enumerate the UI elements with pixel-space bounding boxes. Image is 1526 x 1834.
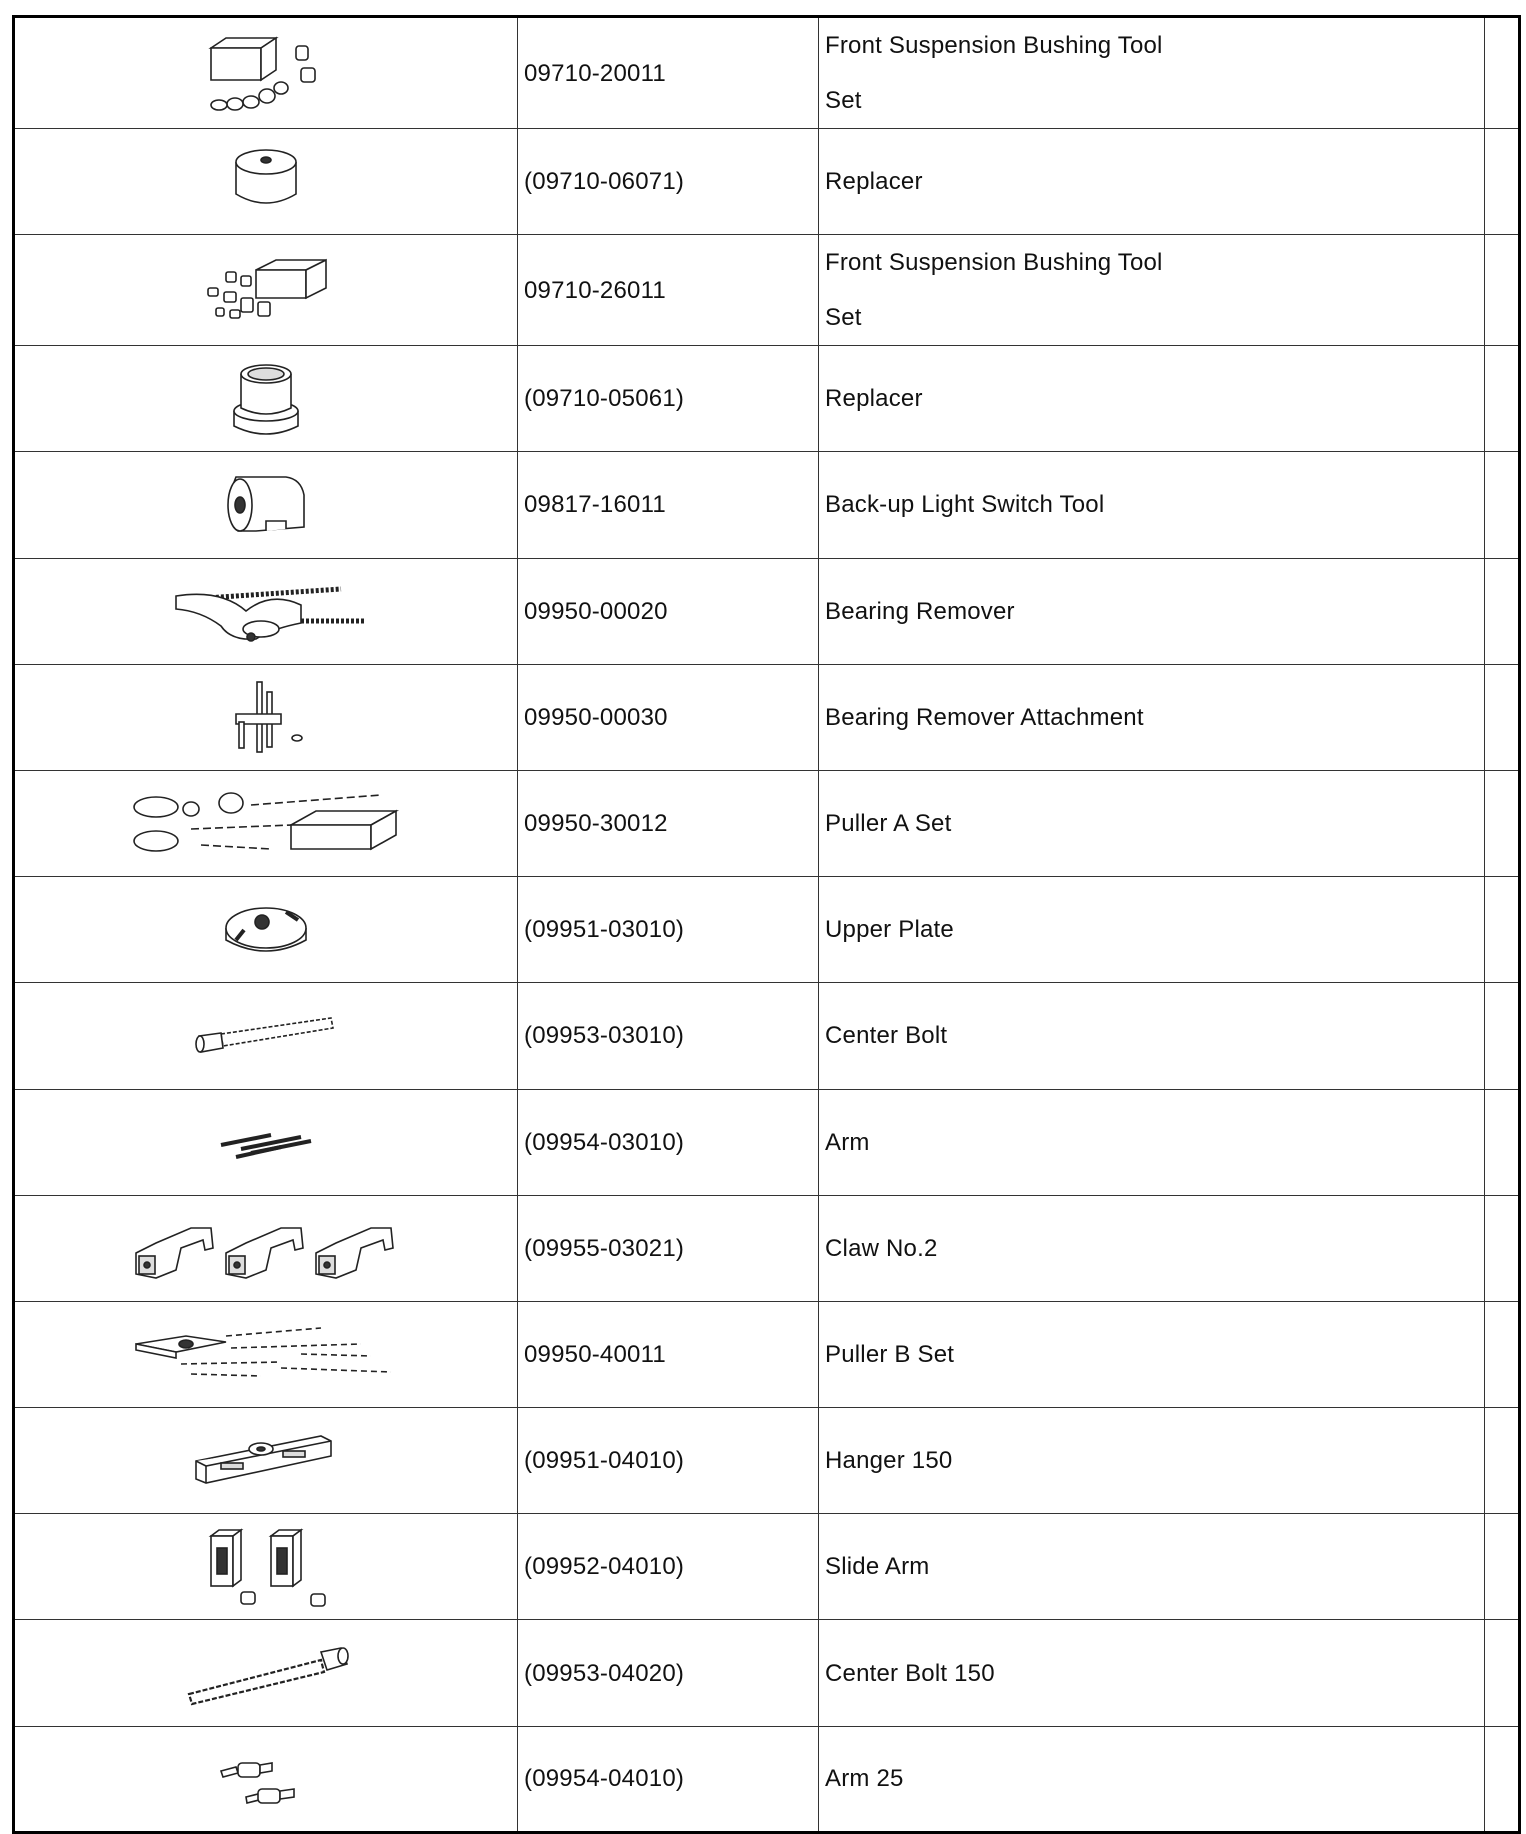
tool-name-cont: Set [825, 87, 862, 114]
tool-name: Arm 25 [825, 1765, 904, 1793]
table-row [14, 129, 1520, 235]
hanger-icon [191, 1421, 341, 1501]
table-row [14, 1408, 1520, 1514]
center-bolt-icon [181, 1638, 351, 1708]
bearing-remover-icon [161, 571, 371, 651]
tool-illustration [14, 664, 518, 770]
puller-set-icon [131, 1314, 401, 1394]
tool-illustration [14, 1726, 518, 1832]
part-number: (09951-04010) [524, 1447, 685, 1475]
tool-illustration [14, 129, 518, 235]
table-row [14, 877, 1520, 983]
table-row [14, 1089, 1520, 1195]
tool-name: Slide Arm [825, 1553, 930, 1581]
tool-name: Upper Plate [825, 916, 954, 944]
tool-name: Bearing Remover Attachment [825, 703, 1144, 731]
table-row [14, 983, 1520, 1089]
tool-name: Center Bolt [825, 1022, 948, 1050]
part-number: (09953-03010) [524, 1022, 685, 1050]
table-row [14, 1514, 1520, 1620]
tool-illustration [14, 452, 518, 558]
tool-name: Claw No.2 [825, 1234, 938, 1262]
part-number: (09955-03021) [524, 1234, 685, 1262]
special-tools-table [12, 15, 1521, 1834]
tool-name: Bearing Remover [825, 597, 1015, 625]
table-row [14, 1195, 1520, 1301]
part-number: 09950-00030 [524, 703, 668, 731]
tool-name-cont: Set [825, 304, 862, 332]
replacer-cup-icon [226, 356, 306, 442]
part-number: 09950-00020 [524, 597, 668, 625]
part-number: (09710-06071) [524, 168, 685, 196]
table-row [14, 17, 1520, 129]
tool-illustration [14, 1195, 518, 1301]
tool-illustration [14, 1514, 518, 1620]
tool-name: Hanger 150 [825, 1447, 953, 1475]
switch-socket-icon [216, 465, 316, 545]
tool-name: Puller A Set [825, 810, 952, 838]
tool-name: Front Suspension Bushing Tool [825, 32, 1163, 59]
table-row [14, 452, 1520, 558]
tool-illustration [14, 1089, 518, 1195]
part-number: (09953-04020) [524, 1659, 685, 1687]
table-row [14, 770, 1520, 876]
table-row [14, 1726, 1520, 1832]
claw-icon [131, 1208, 401, 1288]
tool-illustration [14, 1408, 518, 1514]
tool-name: Back-up Light Switch Tool [825, 491, 1105, 519]
table-row [14, 1301, 1520, 1407]
arm-set-icon [211, 1117, 321, 1167]
part-number: 09817-16011 [524, 491, 666, 519]
tool-illustration [14, 235, 518, 346]
tool-name: Front Suspension Bushing Tool [825, 249, 1163, 277]
remover-attachment-icon [221, 672, 311, 762]
slide-arm-icon [201, 1522, 331, 1612]
part-number: 09950-30012 [524, 810, 668, 838]
center-bolt-icon [191, 1006, 341, 1066]
table-row [14, 1620, 1520, 1726]
upper-plate-icon [216, 890, 316, 970]
tool-illustration [14, 17, 518, 129]
arm-icon [216, 1749, 316, 1809]
bushing-tool-set-icon [196, 250, 336, 330]
tool-illustration [14, 1620, 518, 1726]
tool-illustration [14, 770, 518, 876]
tool-name: Puller B Set [825, 1340, 955, 1368]
part-number: (09954-03010) [524, 1128, 685, 1156]
table-row [14, 346, 1520, 452]
tool-illustration [14, 558, 518, 664]
tool-name: Center Bolt 150 [825, 1659, 995, 1687]
tool-illustration [14, 983, 518, 1089]
part-number: (09710-05061) [524, 385, 685, 413]
part-number: 09710-26011 [524, 276, 666, 304]
part-number: 09710-20011 [524, 59, 666, 87]
table-row [14, 235, 1520, 346]
part-number: 09950-40011 [524, 1340, 666, 1368]
tool-name: Replacer [825, 385, 923, 413]
part-number: (09952-04010) [524, 1553, 685, 1581]
table-row [14, 558, 1520, 664]
tool-name: Replacer [825, 168, 923, 196]
bushing-tool-set-icon [201, 28, 331, 118]
part-number: (09954-04010) [524, 1765, 685, 1793]
tool-name: Arm [825, 1128, 870, 1156]
tool-illustration [14, 346, 518, 452]
puller-set-icon [131, 779, 401, 869]
table-row [14, 664, 1520, 770]
tool-illustration [14, 877, 518, 983]
replacer-icon [226, 142, 306, 222]
tool-illustration [14, 1301, 518, 1407]
part-number: (09951-03010) [524, 916, 685, 944]
